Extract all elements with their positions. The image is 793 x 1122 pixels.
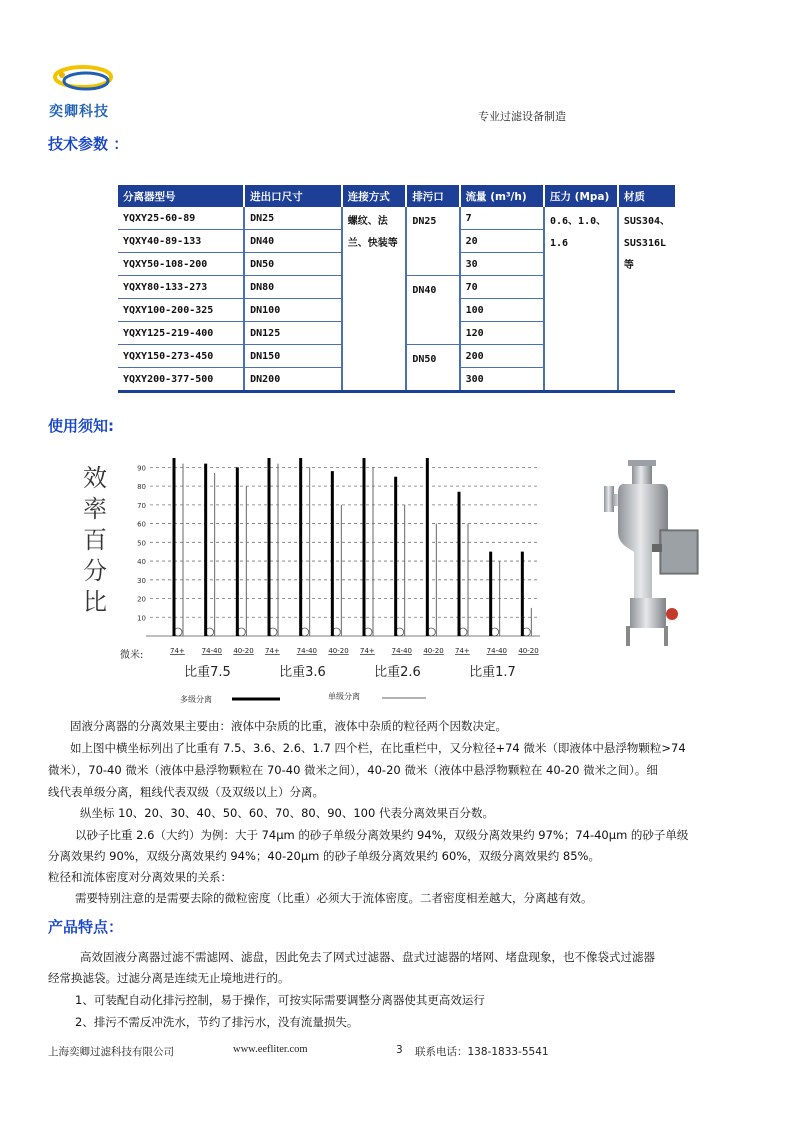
y-axis-label-char: 百 xyxy=(83,526,107,554)
col-header: 材质 xyxy=(618,185,675,207)
x-subcategory-label: 74+ xyxy=(455,647,470,655)
col-header: 分离器型号 xyxy=(118,185,244,207)
footer-page-number: 3 xyxy=(396,1044,403,1056)
x-subcategory-label: 74-40 xyxy=(296,647,318,655)
spec-table-header xyxy=(118,185,675,207)
pressure-cell: 0.6、1.0、1.6 xyxy=(544,207,618,392)
size-cell: DN100 xyxy=(244,299,342,322)
x-group-label: 比重2.6 xyxy=(374,665,421,680)
flow-cell: 30 xyxy=(460,253,544,276)
x-subcategory-label: 74-40 xyxy=(391,647,413,655)
y-tick-label: 50 xyxy=(137,539,146,548)
paragraph: 分离效果约 90%，双级分离效果约 94%；40-20μm 的砂子单级分离效果约 60%，双级分离效果约 85%。 xyxy=(48,849,600,863)
section-title-features: 产品特点： xyxy=(48,918,124,936)
flow-cell: 200 xyxy=(460,345,544,368)
material-cell: SUS304、SUS316L等 xyxy=(618,207,675,392)
feature-line: 高效固液分离器过滤不需滤网、滤盘，因此免去了网式过滤器、盘式过滤器的堵网、堵盘现象，也不像袋式过滤器 xyxy=(80,950,655,964)
y-tick-label: 60 xyxy=(137,520,146,529)
size-cell: DN50 xyxy=(244,253,342,276)
company-logo-text: 奕卿科技 xyxy=(49,104,109,120)
size-cell: DN25 xyxy=(244,207,342,230)
flow-cell: 100 xyxy=(460,299,544,322)
x-subcategory-label: 74-40 xyxy=(201,647,223,655)
size-cell: DN125 xyxy=(244,322,342,345)
col-header: 进出口尺寸 xyxy=(244,185,342,207)
flow-cell: 70 xyxy=(460,276,544,299)
y-axis-label-char: 比 xyxy=(83,588,107,616)
paragraph: 粒径和流体密度对分离效果的关系： xyxy=(48,870,232,884)
model-cell: YQXY200-377-500 xyxy=(123,373,214,385)
y-tick-label: 80 xyxy=(137,483,146,492)
model-cell: YQXY25-60-89 xyxy=(118,207,244,230)
paragraph: 线代表单级分离，粗线代表双级（及双级以上）分离。 xyxy=(48,785,324,799)
drain-cell: DN50 xyxy=(406,345,459,392)
paragraph: 如上图中横坐标列出了比重有 7.5、3.6、2.6、1.7 四个栏，在比重栏中，又分粒径+74 微米（即液体中悬浮物颗粒>74 xyxy=(70,741,686,755)
col-header: 排污口 xyxy=(406,185,459,207)
model-cell: YQXY100-200-325 xyxy=(118,299,244,322)
x-subcategory-label: 40-20 xyxy=(518,647,539,655)
flow-cell: 7 xyxy=(460,207,544,230)
y-axis-label-char: 效 xyxy=(83,464,107,492)
col-header: 连接方式 xyxy=(342,185,407,207)
header-tagline: 专业过滤设备制造 xyxy=(478,110,566,123)
x-subcategory-label: 74+ xyxy=(170,647,185,655)
model-cell: YQXY80-133-273 xyxy=(118,276,244,299)
x-subcategory-label: 74-40 xyxy=(486,647,508,655)
x-group-label: 比重1.7 xyxy=(469,665,516,680)
drain-cell: DN25 xyxy=(406,207,459,276)
spec-table xyxy=(118,185,675,393)
paragraph: 微米），70-40 微米（液体中悬浮物颗粒在 70-40 微米之间），40-20 微米（液体中悬浮物颗粒在 40-20 微米之间）。细 xyxy=(48,763,658,777)
y-axis-label-char: 分 xyxy=(83,557,107,585)
footer-company: 上海奕卿过滤科技有限公司 xyxy=(48,1046,174,1058)
connection-cell: 螺纹、法兰、快装等 xyxy=(342,207,407,392)
y-axis-label xyxy=(83,464,107,616)
x-group-label: 比重3.6 xyxy=(279,665,326,680)
footer-phone: 联系电话：138-1833-5541 xyxy=(415,1046,549,1058)
legend-label-singlestage: 单级分离 xyxy=(328,692,360,701)
table-row xyxy=(118,207,675,230)
feature-line: 经常换滤袋。过滤分离是连续无止境地进行的。 xyxy=(48,971,290,985)
section-title-usage: 使用须知: xyxy=(48,417,114,435)
footer-website[interactable]: www.eefliter.com xyxy=(233,1044,308,1055)
model-cell: YQXY40-89-133 xyxy=(118,230,244,253)
legend-label-multistage: 多级分离 xyxy=(180,695,212,704)
separator-product-image xyxy=(590,458,705,648)
x-subcategory-label: 40-20 xyxy=(328,647,349,655)
flow-cell: 20 xyxy=(460,230,544,253)
col-header: 流量 (m³/h) xyxy=(460,185,544,207)
section-title-tech-params: 技术参数 ： xyxy=(48,135,129,153)
y-tick-label: 70 xyxy=(137,501,146,510)
y-tick-label: 30 xyxy=(137,576,146,585)
col-header: 压力 (Mpa) xyxy=(544,185,618,207)
x-subcategory-label: 40-20 xyxy=(423,647,444,655)
x-subcategory-label: 40-20 xyxy=(233,647,254,655)
flow-cell: 120 xyxy=(460,322,544,345)
paragraph: 需要特别注意的是需要去除的微粒密度（比重）必须大于流体密度。二者密度相差越大，分离越有效。 xyxy=(75,891,593,905)
model-cell: YQXY50-108-200 xyxy=(118,253,244,276)
paragraph: 固液分离器的分离效果主要由：液体中杂质的比重，液体中杂质的粒径两个因数决定。 xyxy=(70,719,507,733)
y-tick-label: 20 xyxy=(137,595,146,604)
y-axis-label-char: 率 xyxy=(83,495,107,523)
paragraph: 以砂子比重 2.6（大约）为例：大于 74μm 的砂子单级分离效果约 94%，双级分离效果约 97%；74-40μm 的砂子单级 xyxy=(75,828,689,842)
size-cell: DN150 xyxy=(244,345,342,368)
flow-cell: 300 xyxy=(460,368,544,392)
drain-cell: DN40 xyxy=(406,276,459,345)
paragraph: 纵坐标 10、20、30、40、50、60、70、80、90、100 代表分离效果百分数。 xyxy=(80,806,494,820)
x-subcategory-label: 74+ xyxy=(265,647,280,655)
x-group-label: 比重7.5 xyxy=(184,665,231,680)
size-cell: DN40 xyxy=(244,230,342,253)
model-cell: YQXY150-273-450 xyxy=(118,345,244,368)
y-tick-label: 10 xyxy=(137,614,146,623)
feature-item: 1、可装配自动化排污控制，易于操作，可按实际需要调整分离器使其更高效运行 xyxy=(75,993,485,1007)
size-cell: DN80 xyxy=(244,276,342,299)
x-axis-prefix: 微米: xyxy=(120,650,144,661)
model-cell: YQXY125-219-400 xyxy=(118,322,244,345)
efficiency-chart xyxy=(60,448,550,710)
y-tick-label: 90 xyxy=(137,464,146,473)
x-subcategory-label: 74+ xyxy=(360,647,375,655)
feature-item: 2、排污不需反冲洗水，节约了排污水，没有流量损失。 xyxy=(75,1015,359,1029)
size-cell: DN200 xyxy=(244,368,342,392)
y-tick-label: 40 xyxy=(137,558,146,567)
